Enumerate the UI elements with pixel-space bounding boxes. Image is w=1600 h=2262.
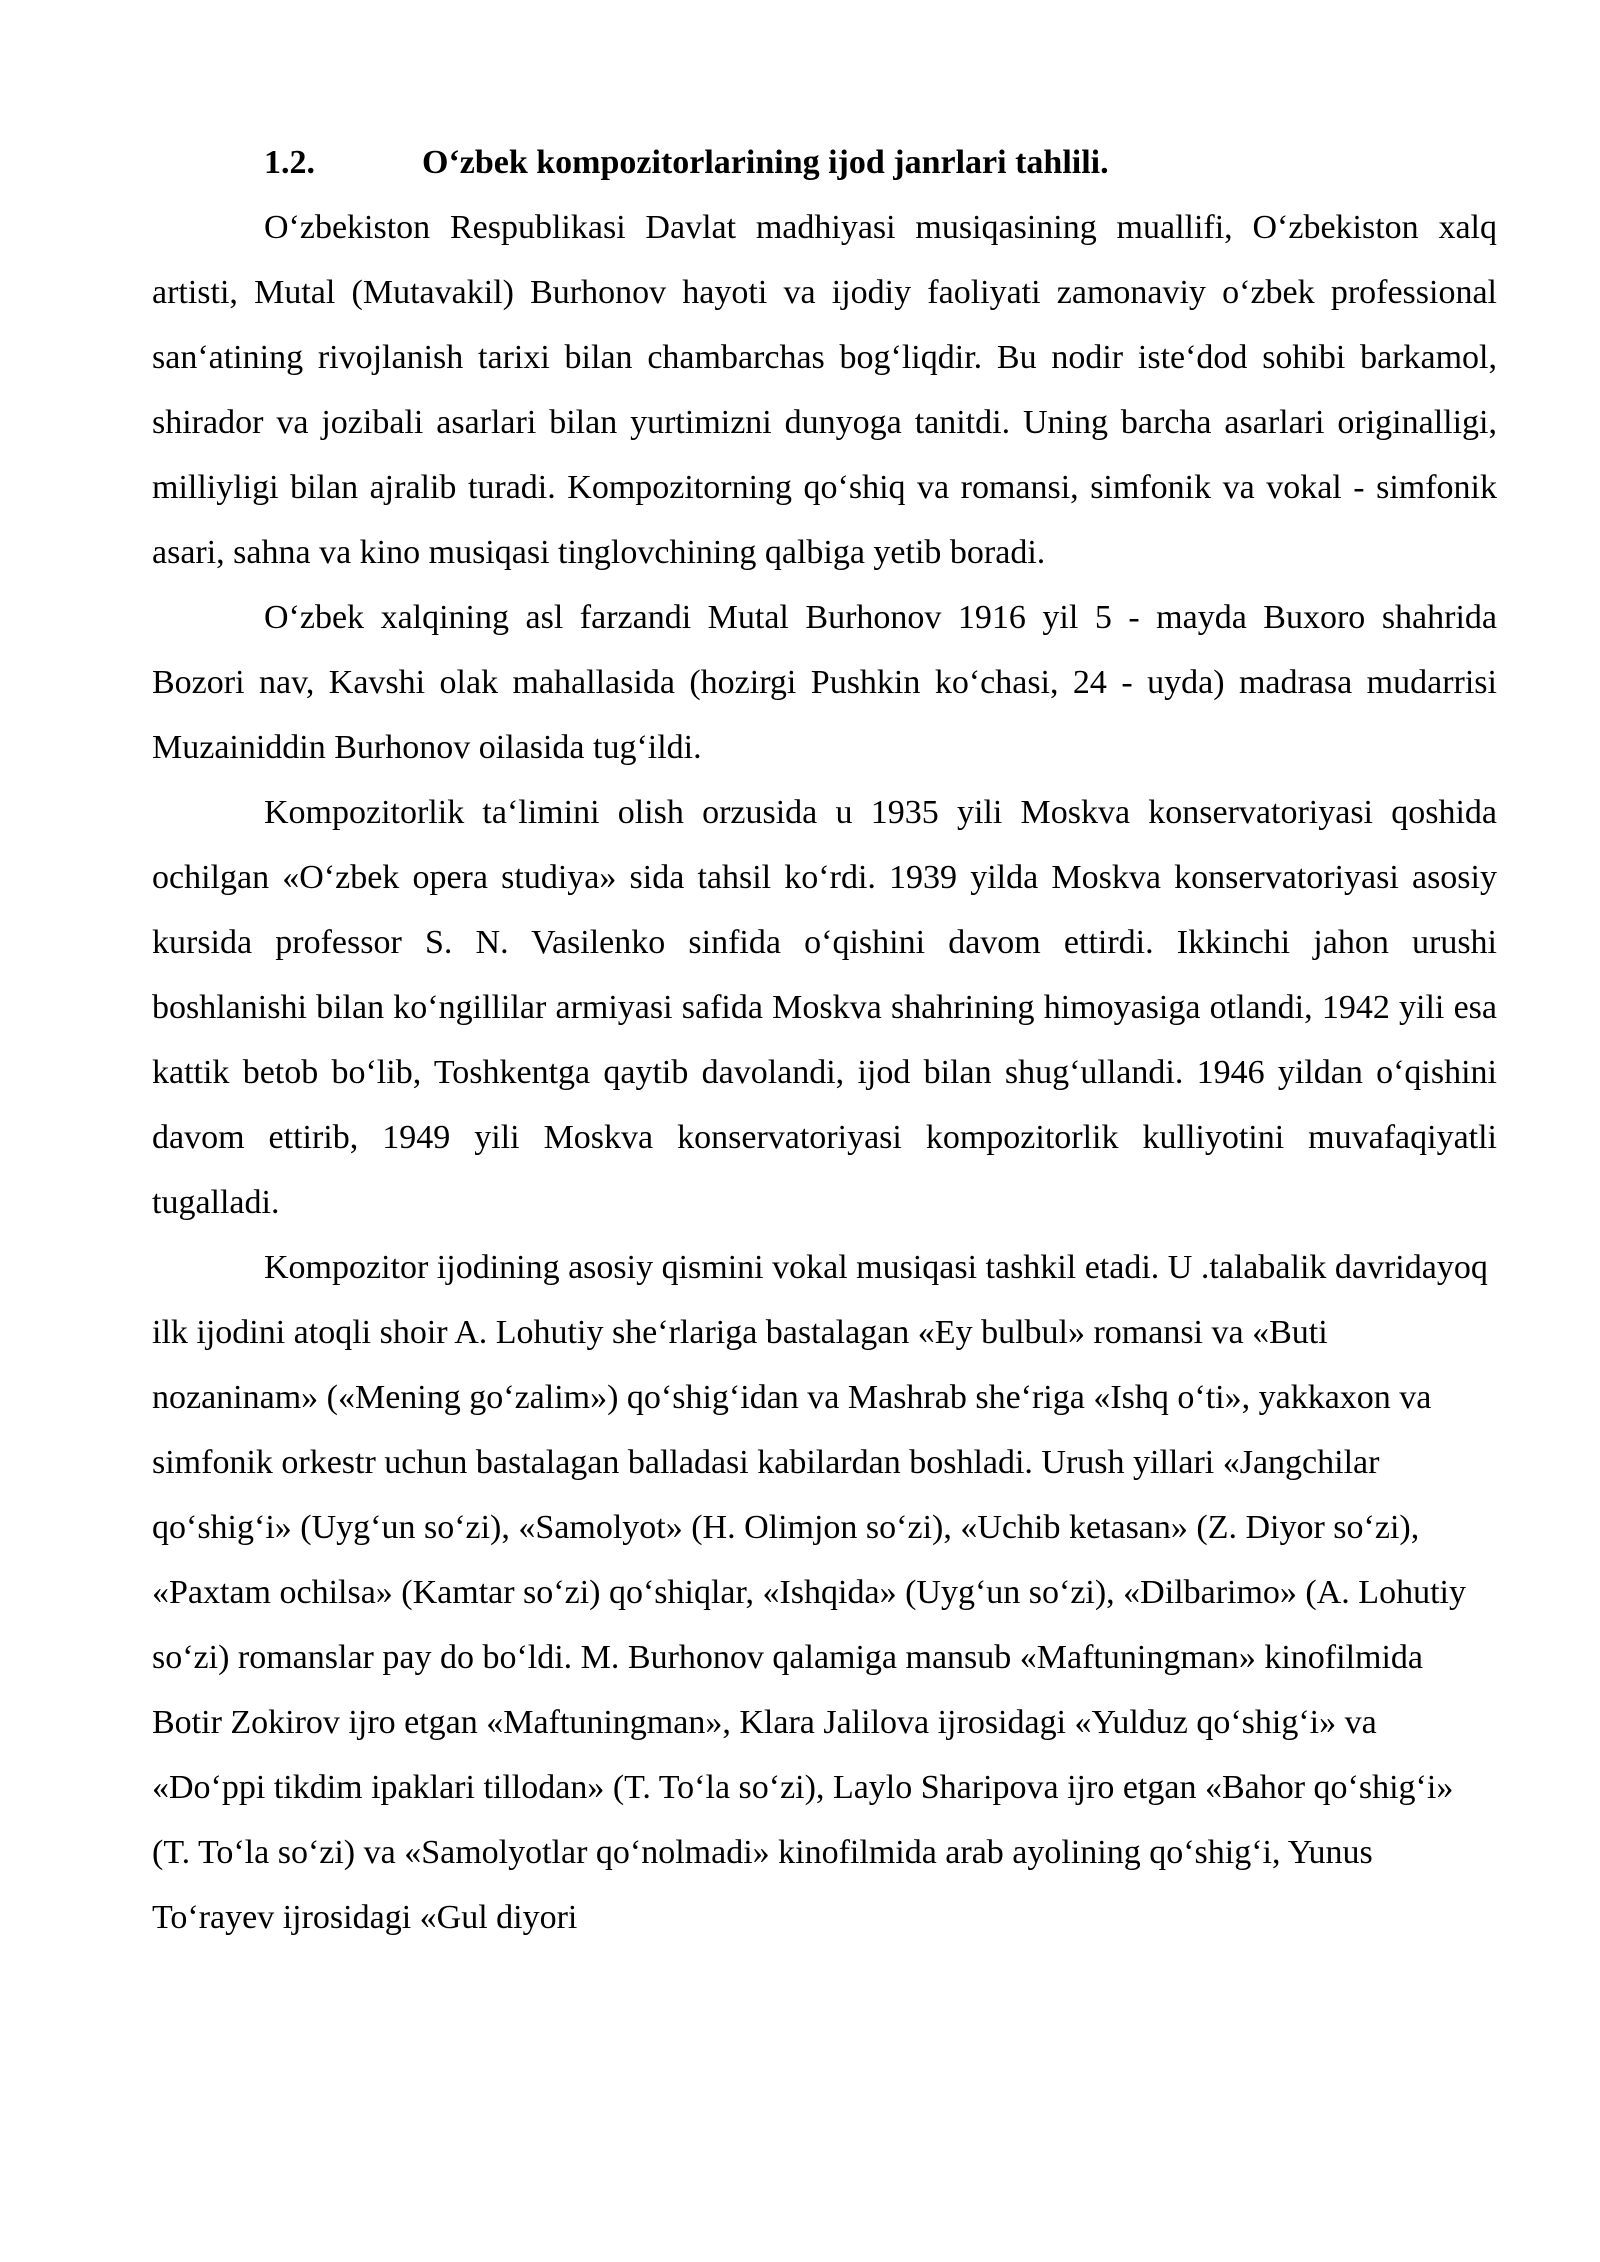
section-number: 1.2. [264,144,315,181]
section-heading [152,130,1497,195]
section-title: O‘zbek kompozitorlarining ijod janrlari tahlili. [422,144,1109,181]
document-page [152,130,1497,1950]
paragraph-birth: O‘zbek xalqining asl farzandi Mutal Burhonov 1916 yil 5 - mayda Buxoro shahrida Bozori nav, Kavshi olak mahallasida (hozirgi Pushkin ko‘chasi, 24 - uyda) madrasa mudarrisi Muzainiddin Burhonov oilasida tug‘ildi. [152,599,1497,766]
paragraph-vocal-works: Kompozitor ijodining asosiy qismini vokal musiqasi tashkil etadi. U .talabalik davridayoq ilk ijodini atoqli shoir A. Lohutiy she‘rlariga bastalagan «Ey bulbul» romansi va «Buti nozaninam» («Mening go‘zalim») qo‘shig‘idan va Mashrab she‘riga «Ishq o‘ti», yakkaxon va simfonik orkestr uchun bastalagan balladasi kabilardan boshladi. Urush yillari «Jangchilar qo‘shig‘i» (Uyg‘un so‘zi), «Samolyot» (H. Olimjon so‘zi), «Uchib ketasan» (Z. Diyor so‘zi), «Paxtam ochilsa» (Kamtar so‘zi) qo‘shiqlar, «Ishqida» (Uyg‘un so‘zi), «Dilbarimo» (A. Lohutiy so‘zi) romanslar pay do bo‘ldi. M. Burhonov qalamiga mansub «Maftuningman» kinofilmida Botir Zokirov ijro etgan «Maftuningman», Klara Jalilova ijrosidagi «Yulduz qo‘shig‘i» va «Do‘ppi tikdim ipaklari tillodan» (T. To‘la so‘zi), Laylo Sharipova ijro etgan «Bahor qo‘shig‘i» (T. To‘la so‘zi) va «Samolyotlar qo‘nolmadi» kinofilmida arab ayolining qo‘shig‘i, Yunus To‘rayev ijrosidagi «Gul diyori [152,1249,1488,1936]
paragraph-education: Kompozitorlik ta‘limini olish orzusida u 1935 yili Moskva konservatoriyasi qoshida ochilgan «O‘zbek opera studiya» sida tahsil ko‘rdi. 1939 yilda Moskva konservatoriyasi asosiy kursida professor S. N. Vasilenko sinfida o‘qishini davom ettirdi. Ikkinchi jahon urushi boshlanishi bilan ko‘ngillilar armiyasi safida Moskva shahrining himoyasiga otlandi, 1942 yili esa kattik betob bo‘lib, Toshkentga qaytib davolandi, ijod bilan shug‘ullandi. 1946 yildan o‘qishini davom ettirib, 1949 yili Moskva konservatoriyasi kompozitorlik kulliyotini muvafaqiyatli tugalladi. [152,794,1497,1221]
paragraph-intro: O‘zbekiston Respublikasi Davlat madhiyasi musiqasining muallifi, O‘zbekiston xalq artisti, Mutal (Mutavakil) Burhonov hayoti va ijodiy faoliyati zamonaviy o‘zbek professional san‘atining rivojlanish tarixi bilan chambarchas bog‘liqdir. Bu nodir iste‘dod sohibi barkamol, shirador va jozibali asarlari bilan yurtimizni dunyoga tanitdi. Uning barcha asarlari originalligi, milliyligi bilan ajralib turadi. Kompozitorning qo‘shiq va romansi, simfonik va vokal - simfonik asari, sahna va kino musiqasi tinglovchining qalbiga yetib boradi. [152,209,1497,571]
